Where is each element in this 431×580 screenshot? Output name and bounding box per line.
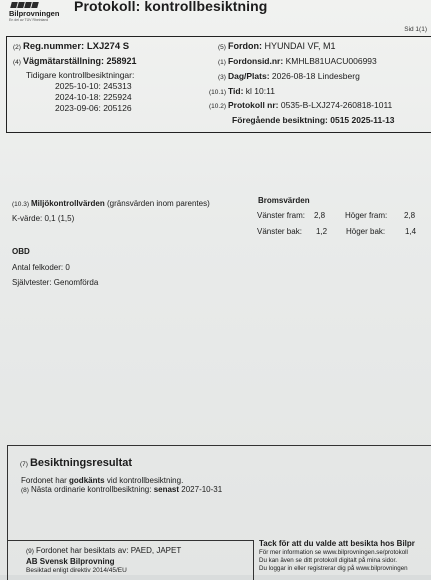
time-value: kl 10:11: [245, 86, 275, 96]
inspector-name: PAED, JAPET: [130, 546, 182, 555]
protocol-number-value: 0535-B-LXJ274-260818-1011: [280, 100, 393, 110]
previous-inspection-value: 0515 2025-11-13: [330, 115, 395, 125]
next-inspection-line: (8) Nästa ordinarie kontrollbesiktning: senast 2027-10-31: [21, 485, 223, 494]
vin-row: (1) Fordonsid.nr: KMHLB81UACU006993: [218, 56, 377, 66]
previous-inspections-label: Tidigare kontrollbesiktningar:: [26, 70, 135, 80]
previous-inspection: 2023-09-06: 205126: [55, 103, 132, 113]
document-title: Protokoll: kontrollbesiktning: [74, 0, 268, 14]
previous-inspection-row: Föregående besiktning: 0515 2025-11-13: [232, 115, 395, 125]
vehicle-value: HYUNDAI VF, M1: [264, 41, 336, 51]
brake-right-front-label: Höger fram:: [345, 211, 388, 220]
obd-heading: OBD: [12, 247, 30, 256]
company-name: AB Svensk Bilprovning: [26, 557, 115, 566]
page-number: Sid 1(1): [404, 26, 427, 33]
next-inspection-date: 2027-10-31: [179, 485, 223, 494]
footer-column-divider: [253, 540, 254, 580]
brake-left-rear-value: 1,2: [316, 227, 328, 236]
time-row: (10.1) Tid: kl 10:11: [209, 86, 275, 96]
accreditation-text: Besiktad enligt direktiv 2014/45/EU: [26, 567, 127, 574]
brake-left-rear-label: Vänster bak:: [257, 227, 302, 236]
logo-tagline: En del av TÜV Rheinland: [9, 18, 49, 22]
brake-right-rear-label: Höger bak:: [346, 227, 386, 236]
footer-divider: [8, 540, 253, 541]
vin-value: KMHLB81UACU006993: [285, 56, 377, 66]
k-value-row: K-värde: 0,1 (1,5): [12, 214, 75, 223]
date-place-value: 2026-08-18 Lindesberg: [271, 71, 360, 81]
brake-right-front-value: 2,8: [404, 211, 416, 220]
date-place-row: (3) Dag/Plats: 2026-08-18 Lindesberg: [218, 71, 360, 81]
logo-mark-icon: [11, 2, 59, 8]
logo-name: Bilprovningen: [9, 9, 60, 18]
brake-left-front-value: 2,8: [314, 211, 326, 220]
brake-values-heading: Bromsvärden: [258, 196, 310, 205]
thanks-text: Tack för att du valde att besikta hos Bilpr: [259, 539, 415, 548]
k-value: 0,1 (1,5): [44, 214, 75, 223]
info-line: Du loggar in eller registrerar dig på www.bilprovningen: [259, 565, 408, 572]
info-line: För mer information se www.bilprovningen.se/protokoll: [259, 549, 408, 556]
brake-left-front-label: Vänster fram:: [257, 211, 306, 220]
bilprovningen-logo: [9, 2, 59, 22]
previous-inspection: 2025-10-10: 245313: [55, 81, 132, 91]
odometer-value: 258921: [106, 56, 137, 66]
odometer-row: (4) Vägmätarställning: 258921: [13, 56, 137, 66]
reg-number-value: LXJ274 S: [86, 41, 130, 52]
previous-inspection: 2024-10-18: 225924: [55, 92, 132, 102]
environment-heading: (10.3) Miljökontrollvärden (gränsvärden inom parentes): [12, 199, 210, 208]
approved-status: godkänts: [69, 476, 105, 485]
vehicle-row: (5) Fordon: HYUNDAI VF, M1: [218, 41, 336, 51]
obd-self-tests: Självtester: Genomförda: [12, 278, 99, 287]
result-heading: (7) Besiktningsresultat: [20, 457, 133, 469]
inspector-row: (9) Fordonet har besiktats av: PAED, JAPET: [26, 546, 182, 555]
brake-right-rear-value: 1,4: [405, 227, 417, 236]
obd-fault-codes: Antal felkoder: 0: [12, 263, 70, 272]
info-line: Du kan även se ditt protokoll digitalt på mina sidor.: [259, 557, 397, 564]
reg-number-row: (2) Reg.nummer: LXJ274 S: [13, 41, 130, 52]
protocol-number-row: (10.2) Protokoll nr: 0535-B-LXJ274-260818-1011: [209, 100, 393, 110]
result-approved-line: Fordonet har godkänts vid kontrollbesiktning.: [21, 476, 184, 485]
